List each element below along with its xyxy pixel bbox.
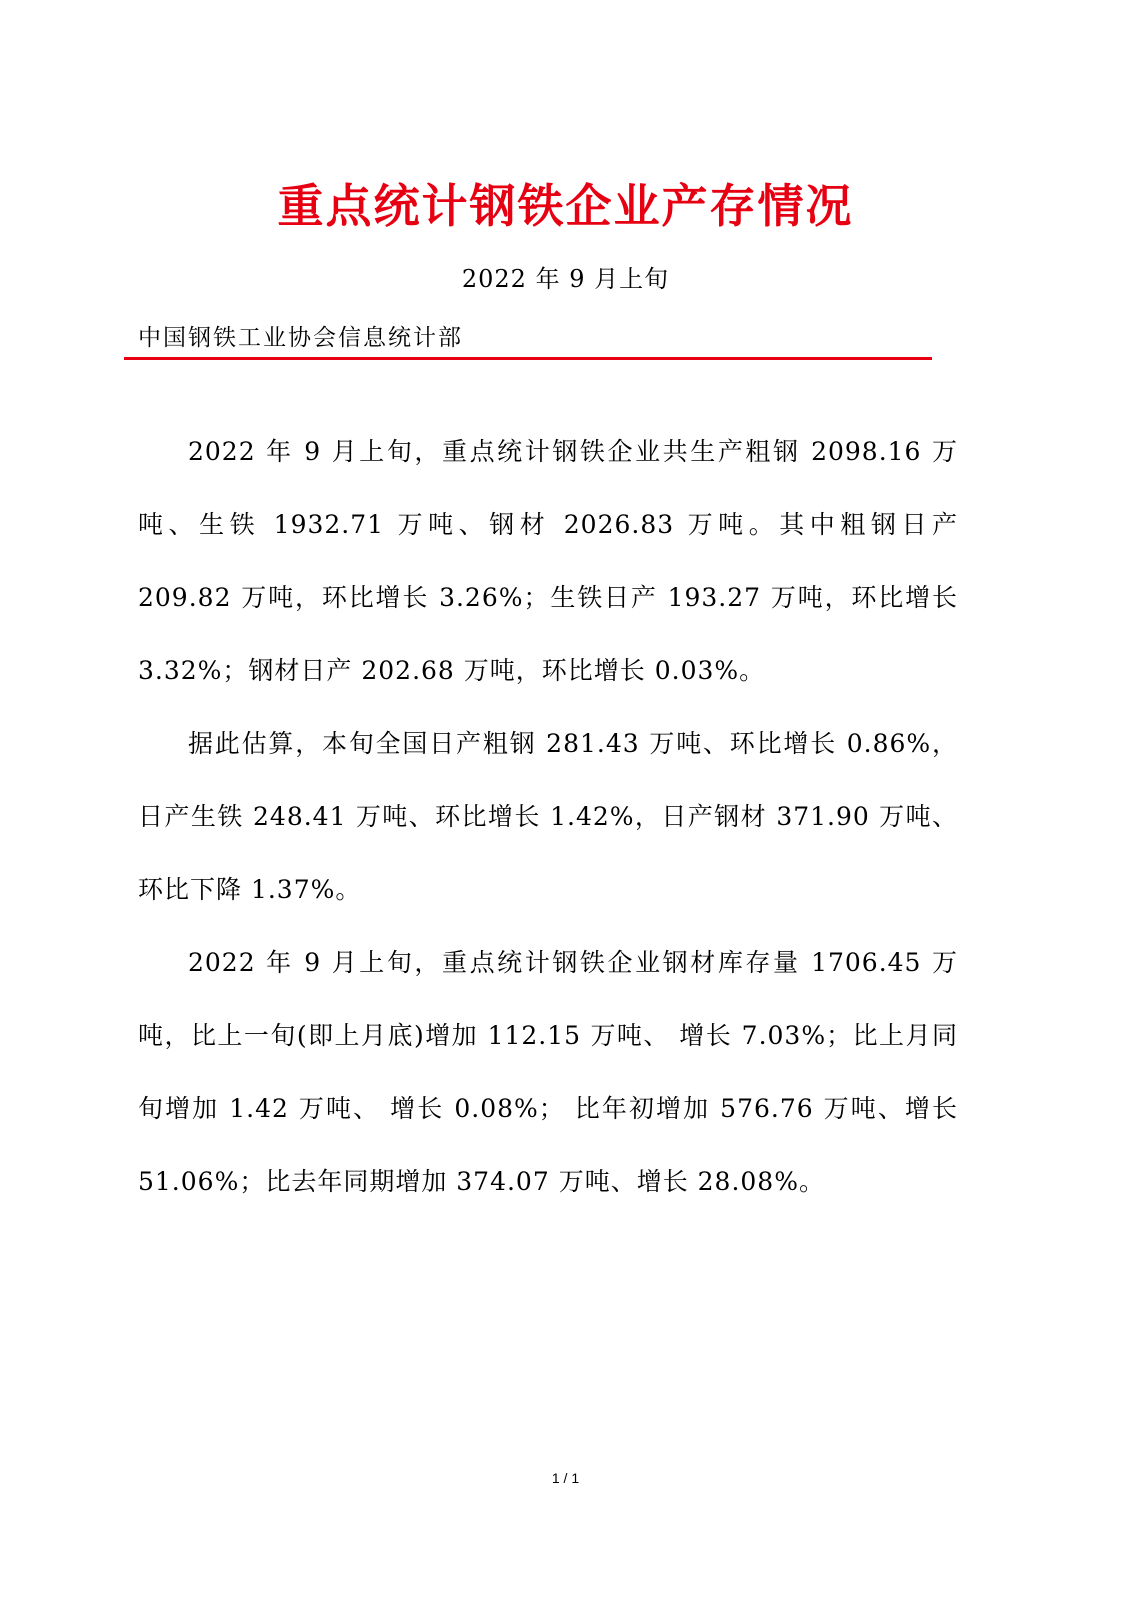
document-title: 重点统计钢铁企业产存情况	[277, 179, 854, 233]
issuer-name: 中国钢铁工业协会信息统计部	[138, 325, 463, 351]
paragraph-national-estimate: 据此估算，本旬全国日产粗钢 281.43 万吨、环比增长 0.86%，日产生铁 248.41 万吨、环比增长 1.42%，日产钢材 371.90 万吨、环比下降 1.37%。	[138, 729, 958, 904]
document-body	[138, 415, 958, 1218]
paragraph-production: 2022 年 9 月上旬，重点统计钢铁企业共生产粗钢 2098.16 万吨、生铁 1932.71 万吨、钢材 2026.83 万吨。其中粗钢日产 209.82 万吨，环比增长 3.26%；生铁日产 193.27 万吨，环比增长 3.32%；钢材日产 202.68 万吨，环比增长 0.03%。	[138, 437, 958, 685]
header-divider	[124, 357, 932, 360]
page-number: 1 / 1	[551, 1470, 580, 1486]
paragraph-inventory: 2022 年 9 月上旬，重点统计钢铁企业钢材库存量 1706.45 万吨，比上一旬(即上月底)增加 112.15 万吨、 增长 7.03%；比上月同旬增加 1.42 万吨、 增长 0.08%； 比年初增加 576.76 万吨、增长 51.06%；比去年同期增加 374.07 万吨、增长 28.08%。	[138, 948, 958, 1196]
document-date: 2022 年 9 月上旬	[461, 265, 670, 293]
